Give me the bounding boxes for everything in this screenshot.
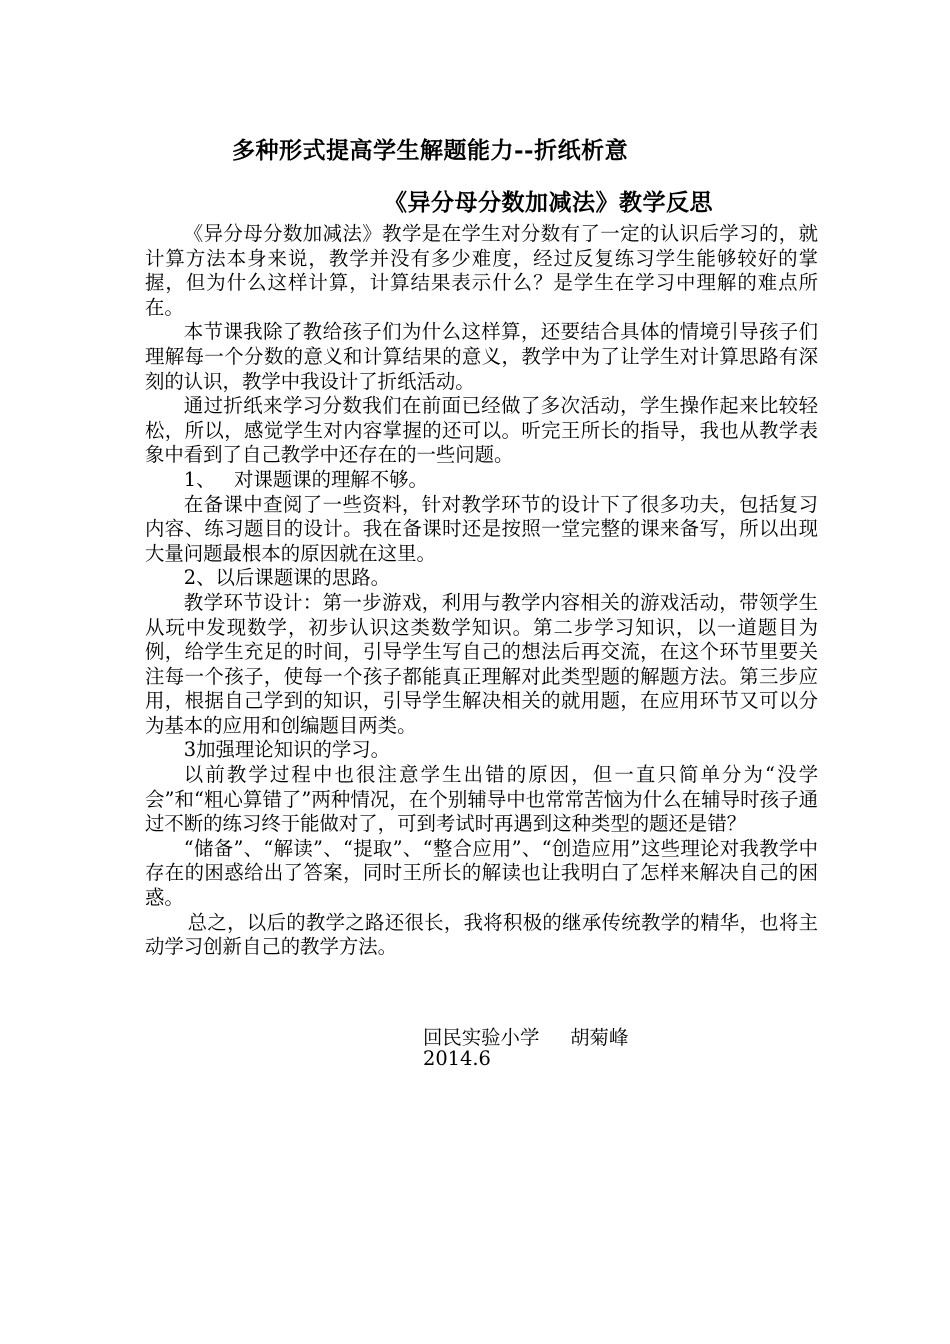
paragraph-design: 教学环节设计：第一步游戏，利用与教学内容相关的游戏活动，带领学生从玩中发现数学，初步认识这类数学知识。第二步学习知识，以一道题目为例，给学生充足的时间，引导学生写自己的想法后再交流，在这个环节里要关注每一个孩子，使每一个孩子都能真正理解对此类型题的解题方法。第三步应用，根据自己学到的知识，引导学生解决相关的就用题，在应用环节又可以分为基本的应用和创编题目两类。 <box>145 590 818 737</box>
paragraph-conclusion: 总之，以后的教学之路还很长，我将积极的继承传统教学的精华，也将主动学习创新自己的教学方法。 <box>145 910 818 959</box>
document-title: 多种形式提高学生解题能力--折纸析意 <box>232 137 629 164</box>
list-heading-2: 2、以后课题课的思路。 <box>183 566 391 590</box>
paragraph-lesson: 本节课我除了教给孩子们为什么这样算，还要结合具体的情境引导孩子们理解每一个分数的意义和计算结果的意义，教学中为了让学生对计算思路有深刻的认识，教学中我设计了折纸活动。 <box>145 320 818 393</box>
paragraph-intro: 《异分母分数加减法》教学是在学生对分数有了一定的认识后学习的，就计算方法本身来说，教学并没有多少难度，经过反复练习学生能够较好的掌握，但为什么这样计算，计算结果表示什么？是学生在学习中理解的难点所在。 <box>145 222 818 319</box>
paragraph-preparation: 在备课中查阅了一些资料，针对教学环节的设计下了很多功夫，包括复习内容、练习题目的设计。我在备课时还是按照一堂完整的课来备写，所以出现大量问题最根本的原因就在这里。 <box>145 492 818 565</box>
signature-name: 胡菊峰 <box>570 1026 629 1049</box>
paragraph-errors: 以前教学过程中也很注意学生出错的原因，但一直只简单分为“没学会”和“粗心算错了”两种情况，在个别辅导中也常常苦恼为什么在辅导时孩子通过不断的练习终于能做对了，可到考试时再遇到这种类型的题还是错？ <box>145 763 818 836</box>
document-body <box>145 222 818 960</box>
signature <box>423 1022 628 1050</box>
document-subtitle: 《异分母分数加减法》教学反思 <box>384 189 713 216</box>
signature-date: 2014.6 <box>423 1047 491 1070</box>
list-heading-3: 3加强理论知识的学习。 <box>183 738 391 762</box>
paragraph-theory: “储备”、“解读”、“提取”、“整合应用”、“创造应用”这些理论对我教学中存在的困惑给出了答案，同时王所长的解读也让我明白了怎样来解决自己的困惑。 <box>145 836 818 910</box>
paragraph-folding: 通过折纸来学习分数我们在前面已经做了多次活动，学生操作起来比较轻松，所以，感觉学生对内容掌握的还可以。听完王所长的指导，我也从教学表象中看到了自己教学中还存在的一些问题。 <box>145 394 818 467</box>
signature-school: 回民实验小学 <box>423 1026 540 1049</box>
list-heading-1: 1、 对课题课的理解不够。 <box>183 467 428 491</box>
